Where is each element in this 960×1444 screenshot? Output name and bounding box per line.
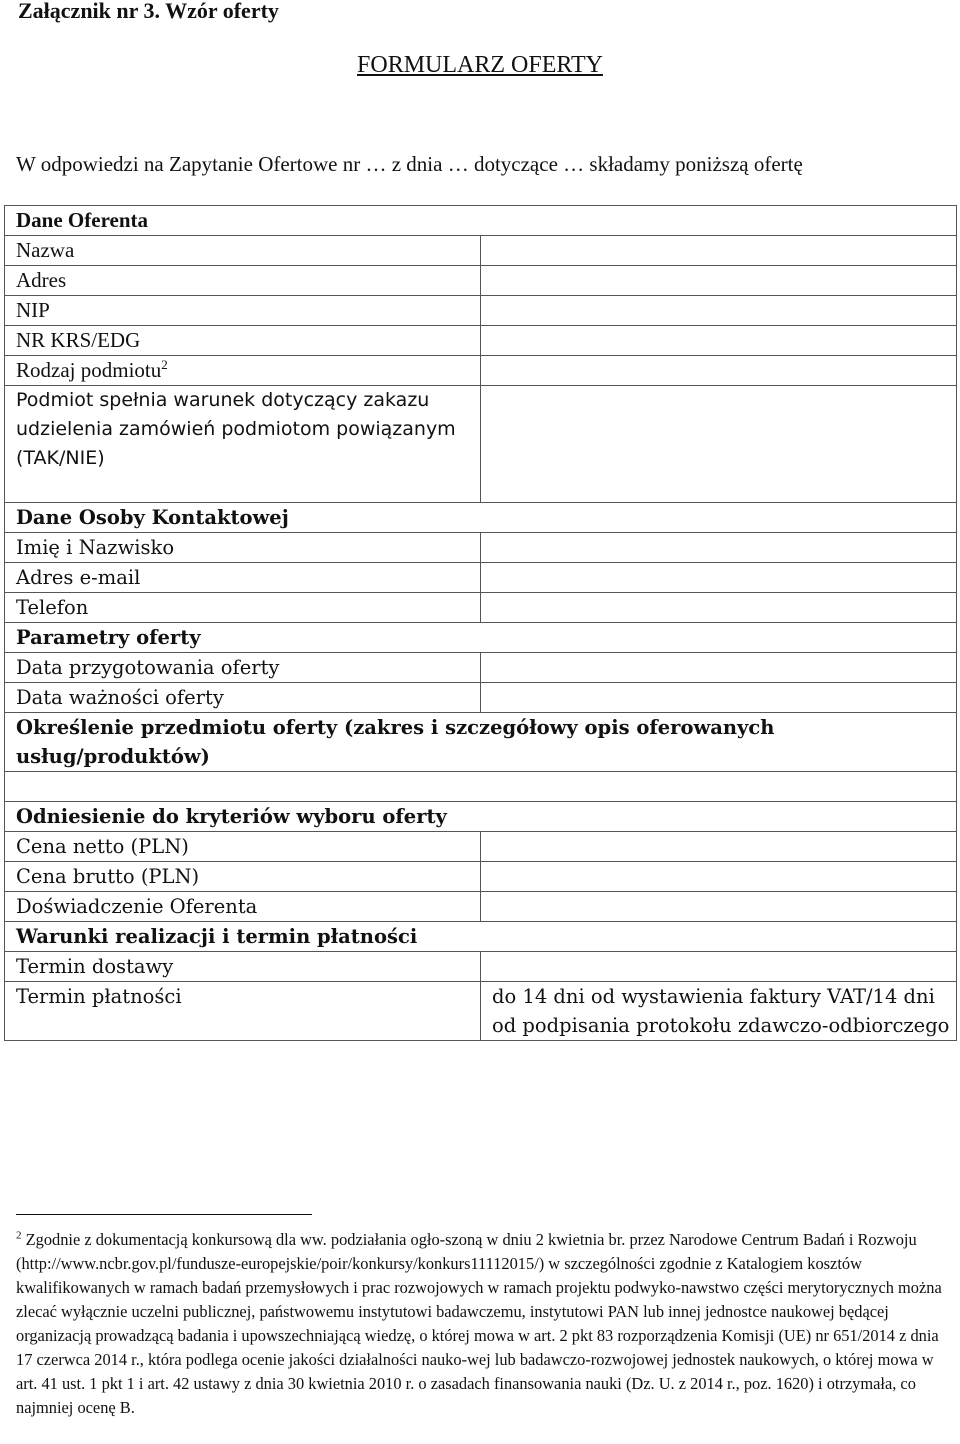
form-row (5, 563, 957, 593)
form-row (5, 296, 957, 326)
email-label: Adres e-mail (5, 563, 481, 593)
related-condition-field[interactable] (481, 386, 957, 503)
address-label: Adres (5, 266, 481, 296)
section-terms: Warunki realizacji i termin płatności (5, 922, 957, 952)
form-row (5, 326, 957, 356)
section-contact-row (5, 503, 957, 533)
address-field[interactable] (481, 266, 957, 296)
validity-date-field[interactable] (481, 683, 957, 713)
footnote-mark: 2 (16, 1229, 22, 1242)
validity-date-label: Data ważności oferty (5, 683, 481, 713)
prep-date-field[interactable] (481, 653, 957, 683)
full-name-label: Imię i Nazwisko (5, 533, 481, 563)
entity-type-text: Rodzaj podmiotu (16, 358, 162, 382)
intro-text: W odpowiedzi na Zapytanie Ofertowe nr … z dnia … dotyczące … składamy poniższą ofertę (16, 152, 803, 176)
section-offeror-row (5, 206, 957, 236)
entity-type-field[interactable] (481, 356, 957, 386)
section-subject-row (5, 713, 957, 772)
form-row (5, 653, 957, 683)
krs-field[interactable] (481, 326, 957, 356)
payment-term-value: do 14 dni od wystawienia faktury VAT/14 dni od podpisania protokołu zdawczo-odbiorczego (481, 982, 957, 1041)
section-contact: Dane Osoby Kontaktowej (5, 503, 957, 533)
form-row (5, 982, 957, 1041)
subject-description-row (5, 772, 957, 802)
related-condition-label: Podmiot spełnia warunek dotyczący zakazu udzielenia zamówień podmiotom powiązanym (TAK/NIE) (5, 386, 481, 503)
nip-label: NIP (5, 296, 481, 326)
full-name-field[interactable] (481, 533, 957, 563)
entity-type-label (5, 356, 481, 386)
section-params-row (5, 623, 957, 653)
section-offeror: Dane Oferenta (5, 206, 957, 236)
gross-price-label: Cena brutto (PLN) (5, 862, 481, 892)
prep-date-label: Data przygotowania oferty (5, 653, 481, 683)
section-params: Parametry oferty (5, 623, 957, 653)
section-subject: Określenie przedmiotu oferty (zakres i szczegółowy opis oferowanych usług/produktów) (5, 713, 957, 772)
form-row (5, 862, 957, 892)
footnote-ref: 2 (161, 357, 168, 372)
email-field[interactable] (481, 563, 957, 593)
section-terms-row (5, 922, 957, 952)
experience-label: Doświadczenie Oferenta (5, 892, 481, 922)
form-row (5, 356, 957, 386)
form-row (5, 832, 957, 862)
form-row (5, 683, 957, 713)
form-row (5, 892, 957, 922)
annex-label: Załącznik nr 3. Wzór oferty (18, 0, 279, 23)
delivery-term-field[interactable] (481, 952, 957, 982)
net-price-label: Cena netto (PLN) (5, 832, 481, 862)
experience-field[interactable] (481, 892, 957, 922)
footnote (16, 1228, 942, 1420)
form-row (5, 236, 957, 266)
name-field[interactable] (481, 236, 957, 266)
phone-field[interactable] (481, 593, 957, 623)
form-row (5, 593, 957, 623)
footnote-text: Zgodnie z dokumentacją konkursową dla ww. podziałania ogło-szoną w dniu 2 kwietnia br. przez Narodowe Centrum Badań i Rozwoju (http://www.ncbr.gov.pl/fundusze-europejskie/poir/konkursy/konkurs11112015/) w szczególności zgodnie z Katalogiem kosztów kwalifikowanych w ramach badań przemysłowych i prac rozwojowych w ramach projektu podwyko-nawstwo części merytorycznych można zlecać wyłącznie uczelni publicznej, państwowemu instytutowi badawczemu, instytutowi PAN lub innej jednostce naukowej będącej organizacją prowadzącą badania i upowszechniającą wiedzę, o której mowa w art. 2 pkt 83 rozporządzenia Komisji (UE) nr 651/2014 z dnia 17 czerwca 2014 r., która podlega ocenie jakości działalności nauko-wej lub badawczo-rozwojowej jednostek naukowych, o której mowa w art. 41 ust. 1 pkt 1 i art. 42 ustawy z dnia 30 kwietnia 2010 r. o zasadach finansowania nauki (Dz. U. z 2014 r., poz. 1620) i otrzymała, co najmniej ocenę B. (16, 1230, 942, 1417)
subject-description-field[interactable] (5, 772, 957, 802)
form-title: FORMULARZ OFERTY (357, 52, 603, 78)
form-row (5, 386, 957, 503)
section-criteria-row (5, 802, 957, 832)
gross-price-field[interactable] (481, 862, 957, 892)
name-label: Nazwa (5, 236, 481, 266)
form-row (5, 266, 957, 296)
phone-label: Telefon (5, 593, 481, 623)
payment-term-label: Termin płatności (5, 982, 481, 1041)
form-row (5, 952, 957, 982)
form-row (5, 533, 957, 563)
delivery-term-label: Termin dostawy (5, 952, 481, 982)
offer-form-table (4, 205, 957, 1041)
nip-field[interactable] (481, 296, 957, 326)
footnote-separator (16, 1214, 312, 1215)
krs-label: NR KRS/EDG (5, 326, 481, 356)
net-price-field[interactable] (481, 832, 957, 862)
section-criteria: Odniesienie do kryteriów wyboru oferty (5, 802, 957, 832)
